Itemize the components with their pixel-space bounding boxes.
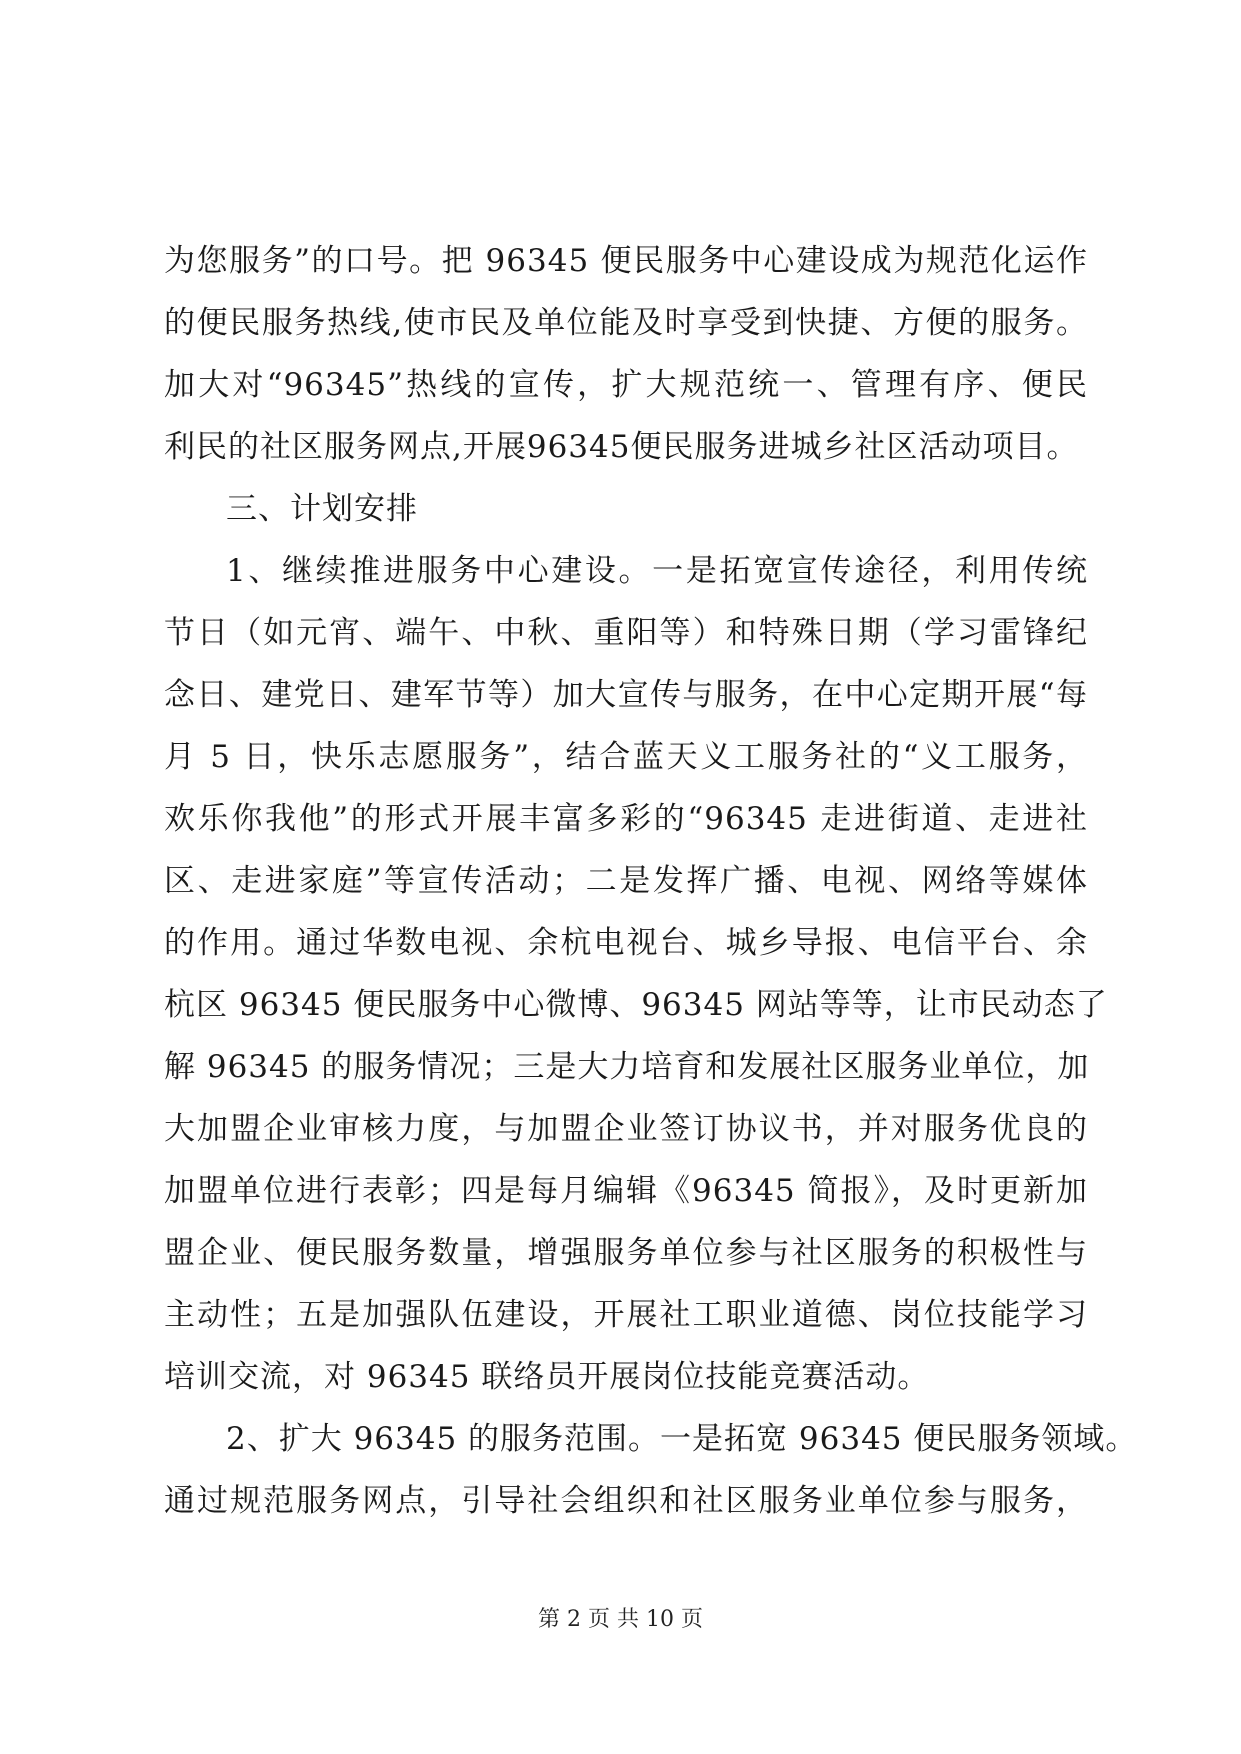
- text-line: 解 96345 的服务情况；三是大力培育和发展社区服务业单位，加: [164, 1049, 1090, 1085]
- section-heading: 三、计划安排: [226, 491, 418, 527]
- document-body: [164, 230, 1138, 1532]
- text-line: 的作用。通过华数电视、余杭电视台、城乡导报、电信平台、余: [164, 925, 1088, 961]
- text-line: 杭区 96345 便民服务中心微博、96345 网站等等，让市民动态了: [164, 987, 1108, 1023]
- text-line: 加盟单位进行表彰；四是每月编辑《96345 简报》，及时更新加: [164, 1173, 1088, 1209]
- text-line: 区、走进家庭”等宣传活动；二是发挥广播、电视、网络等媒体: [164, 863, 1088, 899]
- text-line: 为您服务”的口号。把 96345 便民服务中心建设成为规范化运作: [164, 243, 1088, 279]
- page-number-footer: 第 2 页 共 10 页: [538, 1607, 703, 1632]
- text-line: 2、扩大 96345 的服务范围。一是拓宽 96345 便民服务领域。: [226, 1421, 1138, 1457]
- text-line: 念日、建党日、建军节等）加大宣传与服务，在中心定期开展“每: [164, 677, 1088, 713]
- text-line: 节日（如元宵、端午、中秋、重阳等）和特殊日期（学习雷锋纪: [164, 615, 1088, 651]
- text-line: 利民的社区服务网点,开展96345便民服务进城乡社区活动项目。: [164, 429, 1079, 465]
- text-line: 通过规范服务网点，引导社会组织和社区服务业单位参与服务，: [164, 1483, 1088, 1519]
- text-line: 欢乐你我他”的形式开展丰富多彩的“96345 走进街道、走进社: [164, 801, 1088, 837]
- text-line: 大加盟企业审核力度，与加盟企业签订协议书，并对服务优良的: [164, 1111, 1088, 1147]
- text-line: 1、继续推进服务中心建设。一是拓宽宣传途径，利用传统: [226, 553, 1088, 589]
- text-line: 月 5 日，快乐志愿服务”，结合蓝天义工服务社的“义工服务，: [164, 739, 1088, 775]
- text-line: 盟企业、便民服务数量，增强服务单位参与社区服务的积极性与: [164, 1235, 1088, 1271]
- text-line: 主动性；五是加强队伍建设，开展社工职业道德、岗位技能学习: [164, 1297, 1088, 1333]
- text-line: 加大对“96345”热线的宣传，扩大规范统一、管理有序、便民: [164, 367, 1088, 403]
- text-line: 的便民服务热线,使市民及单位能及时享受到快捷、方便的服务。: [164, 305, 1088, 341]
- text-line: 培训交流，对 96345 联络员开展岗位技能竞赛活动。: [164, 1359, 930, 1395]
